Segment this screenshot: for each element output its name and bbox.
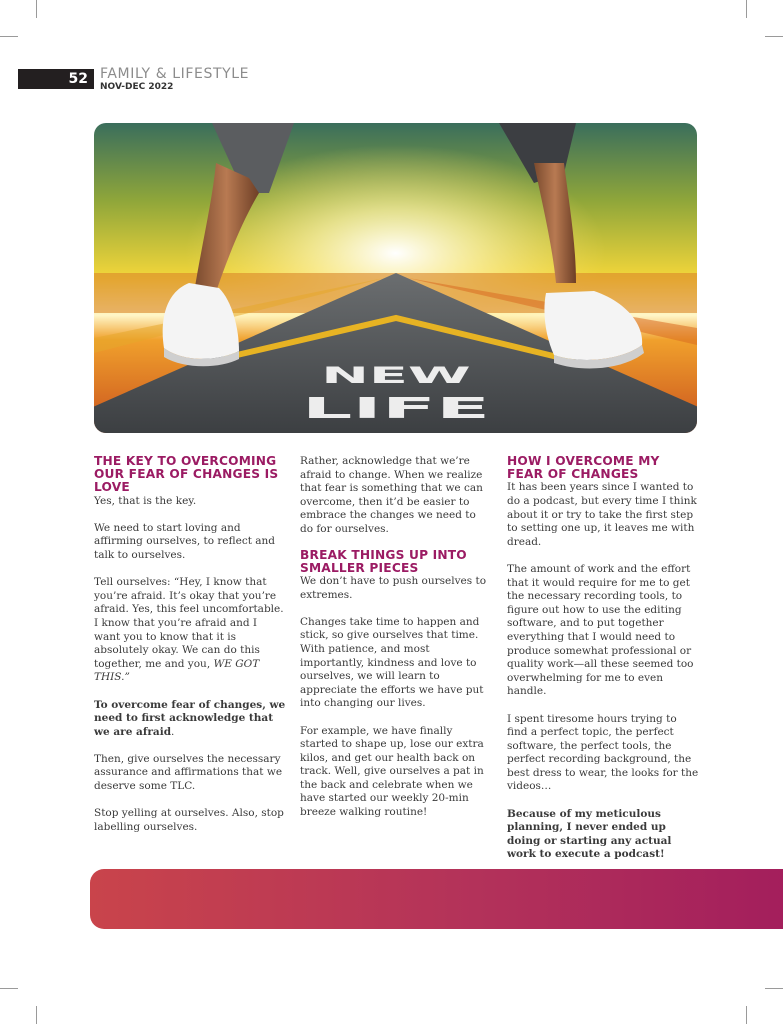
quote-emphasis: WE GOT THIS.” xyxy=(94,657,260,684)
paragraph: Stop yelling at ourselves. Also, stop labelling ourselves. xyxy=(94,807,284,833)
article-column-2 xyxy=(300,455,490,833)
crop-mark xyxy=(0,988,18,989)
road-text-new: NEW xyxy=(321,362,471,389)
crop-mark xyxy=(746,1006,747,1024)
hero-image xyxy=(94,123,697,433)
heading-key-to-overcoming: THE KEY TO OVERCOMING OUR FEAR OF CHANGES IS LOVE xyxy=(94,454,279,495)
paragraph: Rather, acknowledge that we’re afraid to change. When we realize that fear is something that we can overcome, then it’d be easier to embrace the changes we need to do for ourselves. xyxy=(300,455,483,535)
crop-mark xyxy=(746,0,747,18)
paragraph: Changes take time to happen and stick, so give ourselves that time. With patience, and most importantly, kindness and love to ourselves, we will learn to appreciate the efforts we have put into changing our lives. xyxy=(300,615,484,710)
period: . xyxy=(171,725,175,738)
crop-mark xyxy=(765,36,783,37)
paragraph: Then, give ourselves the necessary assurance and affirmations that we deserve some TLC. xyxy=(94,752,283,793)
crop-mark xyxy=(36,0,37,18)
page-number-bar xyxy=(18,69,94,89)
footer-color-band xyxy=(90,869,783,929)
article-column-3 xyxy=(507,455,699,876)
quote-text: Tell ourselves: “Hey, I know that you’re afraid. It’s okay that you’re afraid. Yes, this feel uncomfortable. I know that you’re afraid and I want you to know that it is absolutely okay. We can do this together, me and you, xyxy=(94,576,284,670)
bold-statement: To overcome fear of changes, we need to first acknowledge that we are afraid xyxy=(94,698,286,738)
paragraph: For example, we have finally started to shape up, lose our extra kilos, and get our health back on track. Well, give ourselves a pat in the back and celebrate when we have started our weekly 20-min breeze walking routine! xyxy=(300,724,484,819)
hero-illustration xyxy=(94,123,697,433)
paragraph xyxy=(94,699,286,740)
heading-break-things-up: BREAK THINGS UP INTO SMALLER PIECES xyxy=(300,547,467,575)
section-title: FAMILY & LIFESTYLE xyxy=(100,66,250,82)
paragraph: We need to start loving and affirming ourselves, to reflect and talk to ourselves. xyxy=(94,521,276,561)
paragraph: The amount of work and the effort that it would require for me to get the necessary recording tools, to figure out how to use the editing software, and to put together everything that I would need to produce somewhat professional or quality work—all these seemed too overwhelming for me to even handle. xyxy=(507,562,694,698)
page-number: 52 xyxy=(68,71,88,87)
issue-date: NOV-DEC 2022 xyxy=(100,82,174,92)
paragraph: We don’t have to push ourselves to extremes. xyxy=(300,574,487,601)
paragraph xyxy=(94,576,286,685)
crop-mark xyxy=(36,1006,37,1024)
paragraph: Yes, that is the key. xyxy=(94,494,197,507)
article-column-1 xyxy=(94,455,286,848)
heading-how-i-overcome: HOW I OVERCOME MY FEAR OF CHANGES xyxy=(507,454,660,482)
crop-mark xyxy=(0,36,18,37)
crop-mark xyxy=(765,988,783,989)
road-text-life: LIFE xyxy=(301,391,491,426)
paragraph: I spent tiresome hours trying to find a perfect topic, the perfect software, the perfect tools, the perfect recording background, the best dress to wear, the looks for the videos… xyxy=(507,712,699,793)
bold-conclusion: Because of my meticulous planning, I never ended up doing or starting any actual work to execute a podcast! xyxy=(507,807,672,861)
paragraph: It has been years since I wanted to do a podcast, but every time I think about it or try to take the first step to setting one up, it leaves me with dread. xyxy=(507,481,697,548)
